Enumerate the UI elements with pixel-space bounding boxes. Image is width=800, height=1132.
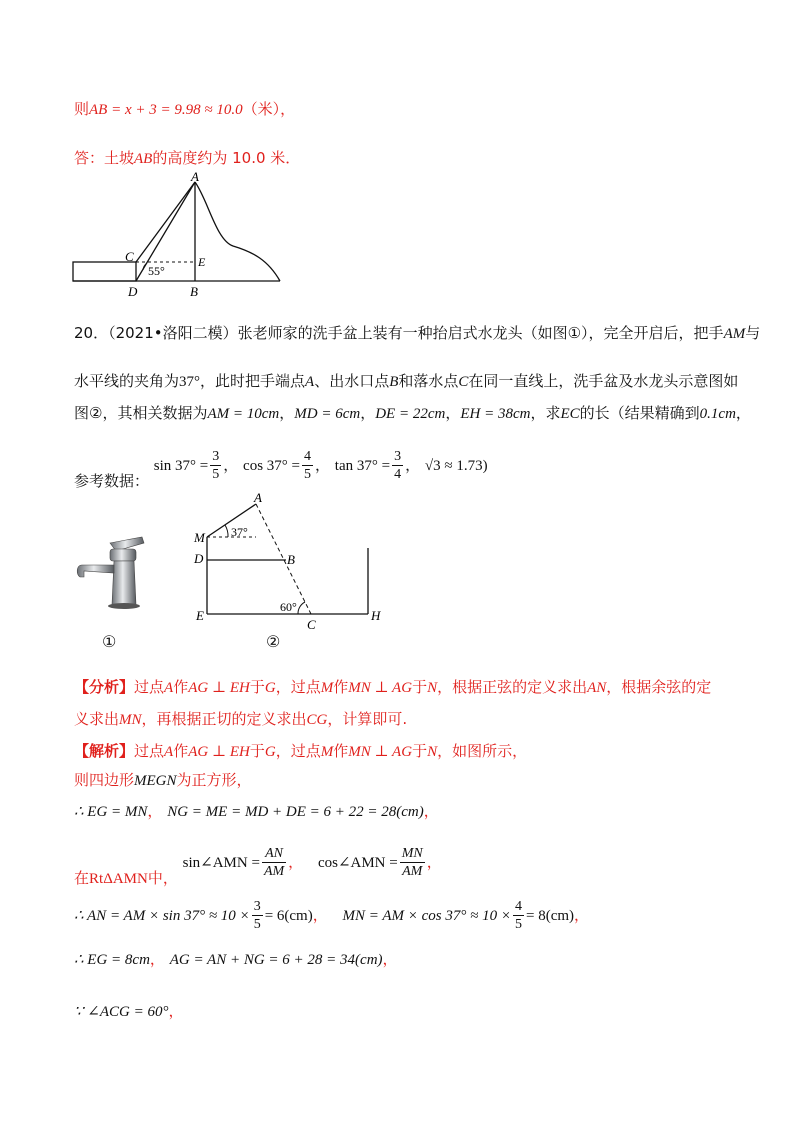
caption-figure-2: ② — [266, 632, 281, 651]
angle-label: 55° — [148, 264, 165, 278]
faucet-image — [72, 535, 152, 610]
label-e: E — [198, 255, 206, 269]
result-line: 则AB = x + 3 = 9.98 ≈ 10.0（米）， — [74, 100, 296, 118]
analysis-tag: 【分析】 — [74, 678, 135, 696]
label-a: A — [254, 490, 262, 505]
solution-tag: 【解析】 — [74, 742, 135, 760]
sink-diagram — [190, 490, 390, 635]
faucet-spout — [77, 565, 114, 577]
label-b: B — [287, 552, 295, 567]
ground-rect — [73, 262, 136, 281]
solution-line-6: ∴ EG = 8cm， AG = AN + NG = 6 + 28 = 34(cm)， — [74, 950, 398, 968]
label-c: C — [125, 249, 134, 264]
solution-line-3: ∴ EG = MN， NG = ME = MD + DE = 6 + 22 = 28(cm)， — [74, 802, 439, 820]
label-b: B — [190, 284, 198, 299]
solution-line-5: ∴ AN = AM × sin 37° ≈ 10 × $\frac{3}{5}$ = 6(cm)， MN = AM × cos 37° ≈ 10 × $\frac{4}{5}$ = 8(cm)， — [74, 899, 590, 932]
problem-line-2: 水平线的夹角为37°，此时把手端点A、出水口点B和落水点C在同一直线上，洗手盆及水龙头示意图如 — [74, 372, 739, 390]
caption-figure-1: ① — [102, 632, 117, 651]
reference-data: 参考数据： sin 37° = $\frac{3}{5}$ ， cos 37° = $\frac{4}{5}$ ， tan 37° = $\frac{3}{4}$ ， √3 ≈ 1.73) — [74, 449, 488, 490]
label-c: C — [307, 617, 316, 632]
label-m: M — [194, 530, 205, 545]
answer-line: 答：土坡AB的高度约为 10.0 米． — [74, 149, 301, 167]
solution-line-2: 则四边形MEGN为正方形， — [74, 771, 252, 789]
faucet-body — [112, 561, 136, 605]
label-e: E — [196, 608, 204, 623]
analysis-line-1: 【分析】过点A作AG ⊥ EH于G，过点M作MN ⊥ AG于N，根据正弦的定义求出AN，根据余弦的定 — [74, 678, 712, 696]
line-ca — [136, 182, 195, 262]
label-d: D — [128, 284, 138, 299]
angle-37-label: 37° — [231, 525, 248, 539]
result-equation: AB = x + 3 = 9.98 ≈ 10.0 — [89, 102, 243, 118]
line-da — [136, 182, 195, 281]
label-h: H — [371, 608, 381, 623]
analysis-line-2: 义求出MN，再根据正切的定义求出CG，计算即可. — [74, 710, 408, 728]
slope-figure — [68, 170, 288, 300]
solution-line-1: 【解析】过点A作AG ⊥ EH于G，过点M作MN ⊥ AG于N，如图所示， — [74, 742, 528, 760]
hill-curve — [195, 182, 280, 281]
solution-line-7: ∵ ∠ACG = 60°， — [74, 1002, 184, 1020]
angle-60-label: 60° — [280, 600, 297, 614]
label-d: D — [194, 551, 204, 566]
problem-line-3: 图②，其相关数据为AM = 10cm，MD = 6cm，DE = 22cm，EH = 38cm，求EC的长（结果精确到0.1cm， — [74, 404, 751, 422]
label-a: A — [191, 170, 199, 184]
problem-line-1: 20．（2021•洛阳二模）张老师家的洗手盆上装有一种抬启式水龙头（如图①），完全开启后，把手AM与 — [74, 324, 761, 342]
dashed-line-abc — [256, 504, 311, 614]
solution-line-4: 在RtΔAMN中， sin∠AMN = $\frac{AN}{AM}$ ， cos∠AMN = $\frac{MN}{AM}$ ， — [74, 846, 442, 887]
